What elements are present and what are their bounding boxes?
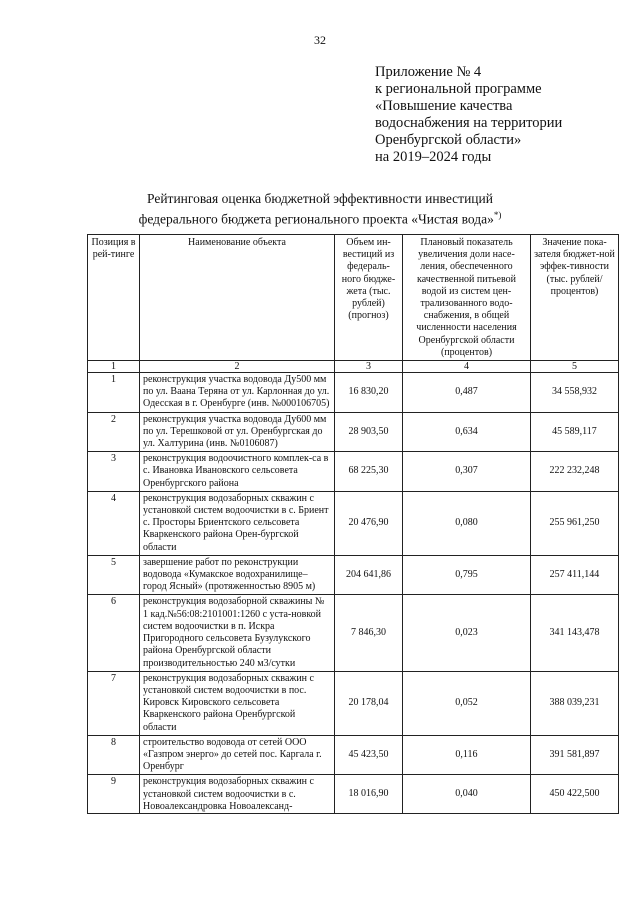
- cell-investment: 204 641,86: [335, 555, 403, 595]
- column-number: 1: [88, 361, 140, 373]
- document-title: [0, 190, 640, 228]
- appendix-line: к региональной программе: [375, 81, 542, 97]
- cell-position: 9: [88, 775, 140, 814]
- cell-indicator: 0,040: [403, 775, 531, 814]
- title-line-1: Рейтинговая оценка бюджетной эффективности инвестиций: [147, 191, 493, 206]
- cell-position: 1: [88, 373, 140, 413]
- header-position: Позиция в рей-тинге: [88, 235, 140, 361]
- cell-efficiency: 255 961,250: [531, 491, 619, 555]
- table-row: [88, 595, 619, 671]
- header-investment: Объем ин-вестиций из федераль-ного бюдже-жета (тыс. рублей) (прогноз): [335, 235, 403, 361]
- appendix-header: [375, 64, 615, 166]
- page-number: 32: [314, 33, 326, 47]
- cell-object-name: строительство водовода от сетей ООО «Газпром энерго» до сетей пос. Каргала г. Оренбург: [140, 735, 335, 775]
- cell-efficiency: 222 232,248: [531, 452, 619, 492]
- title-line-2: [0, 207, 640, 228]
- table-row: [88, 491, 619, 555]
- cell-object-name: реконструкция участка водовода Ду500 мм по ул. Ваана Теряна от ул. Карлонная до ул. Одесская в г. Оренбурге (инв. №000106705): [140, 373, 335, 413]
- column-number: 4: [403, 361, 531, 373]
- column-number: 2: [140, 361, 335, 373]
- cell-object-name: [140, 775, 335, 814]
- cell-investment: 20 476,90: [335, 491, 403, 555]
- cell-efficiency: 45 589,117: [531, 412, 619, 452]
- cell-efficiency: 388 039,231: [531, 671, 619, 735]
- cell-investment: 28 903,50: [335, 412, 403, 452]
- cell-efficiency: 257 411,144: [531, 555, 619, 595]
- title-line-2-text: федерального бюджета регионального проекта «Чистая вода»: [138, 211, 494, 227]
- cell-position: 8: [88, 735, 140, 775]
- cell-object-name: реконструкция водозаборных скважин с установкой систем водоочистки в пос. Кировск Кировского сельсовета Кваркенского района Оренбургской области: [140, 671, 335, 735]
- appendix-line: водоснабжения на территории: [375, 115, 563, 131]
- cell-investment: 16 830,20: [335, 373, 403, 413]
- cell-indicator: 0,307: [403, 452, 531, 492]
- table-row: [88, 775, 619, 814]
- cell-investment: 18 016,90: [335, 775, 403, 814]
- column-number: 3: [335, 361, 403, 373]
- cell-position: 2: [88, 412, 140, 452]
- cell-indicator: 0,795: [403, 555, 531, 595]
- cell-position: 6: [88, 595, 140, 671]
- cell-position: 4: [88, 491, 140, 555]
- cell-object-name: реконструкция водозаборных скважин с установкой систем водоочистки в с. Бриент с. Просторы Бриентского сельсовета Кваркенского района Орен-бургской области: [140, 491, 335, 555]
- appendix-line: Приложение № 4: [375, 64, 482, 80]
- rating-table: [87, 234, 619, 814]
- cell-efficiency: 391 581,897: [531, 735, 619, 775]
- cell-position: 5: [88, 555, 140, 595]
- cell-object-name: завершение работ по реконструкции водовода «Кумакское водохранилище–город Ясный» (протяженностью 8905 м): [140, 555, 335, 595]
- appendix-line: на 2019–2024 годы: [375, 149, 492, 165]
- cell-investment: 45 423,50: [335, 735, 403, 775]
- header-object-name: Наименование объекта: [140, 235, 335, 361]
- cell-object-name: реконструкция водозаборной скважины № 1 кад.№56:08:2101001:1260 с уста-новкой систем водоочистки в п. Искра Пригородного сельсовета Бузулукского района Оренбургской области производительностью 240 м3/сутки: [140, 595, 335, 671]
- table-row: [88, 671, 619, 735]
- appendix-line: «Повышение качества: [375, 98, 513, 114]
- cell-object-name: реконструкция водоочистного комплек-са в с. Ивановка Ивановского сельсовета Оренбургского района: [140, 452, 335, 492]
- cell-object-name-text: реконструкция водозаборных скважин с установкой систем водоочистки в с. Новоалександровка Новоалександ-: [143, 776, 314, 812]
- cell-object-name: реконструкция участка водовода Ду600 мм по ул. Терешковой от ул. Оренбургская до ул. Халтурина (инв. №0106087): [140, 412, 335, 452]
- cell-efficiency: 450 422,500: [531, 775, 619, 814]
- cell-investment: 68 225,30: [335, 452, 403, 492]
- table-row: [88, 452, 619, 492]
- cell-indicator: 0,116: [403, 735, 531, 775]
- column-number-row: [88, 361, 619, 373]
- cell-efficiency: 34 558,932: [531, 373, 619, 413]
- header-indicator: Плановый показатель увеличения доли насе-ления, обеспеченного качественной питьевой водой из систем цен-трализованного водо-снабжения, в общей численности населения Оренбургской области (процентов): [403, 235, 531, 361]
- footnote-mark: *): [493, 210, 502, 220]
- appendix-line: Оренбургской области»: [375, 132, 522, 148]
- cell-position: 7: [88, 671, 140, 735]
- table-row: [88, 412, 619, 452]
- cell-position: 3: [88, 452, 140, 492]
- cell-indicator: 0,487: [403, 373, 531, 413]
- cell-indicator: 0,023: [403, 595, 531, 671]
- cell-investment: 20 178,04: [335, 671, 403, 735]
- cell-indicator: 0,634: [403, 412, 531, 452]
- cell-indicator: 0,052: [403, 671, 531, 735]
- cell-indicator: 0,080: [403, 491, 531, 555]
- cell-efficiency: 341 143,478: [531, 595, 619, 671]
- header-efficiency: Значение пока-зателя бюджет-ной эффек-тивности (тыс. рублей/ процентов): [531, 235, 619, 361]
- table-row: [88, 735, 619, 775]
- column-number: 5: [531, 361, 619, 373]
- table-header-row: [88, 235, 619, 361]
- table-row: [88, 555, 619, 595]
- table-row: [88, 373, 619, 413]
- cell-investment: 7 846,30: [335, 595, 403, 671]
